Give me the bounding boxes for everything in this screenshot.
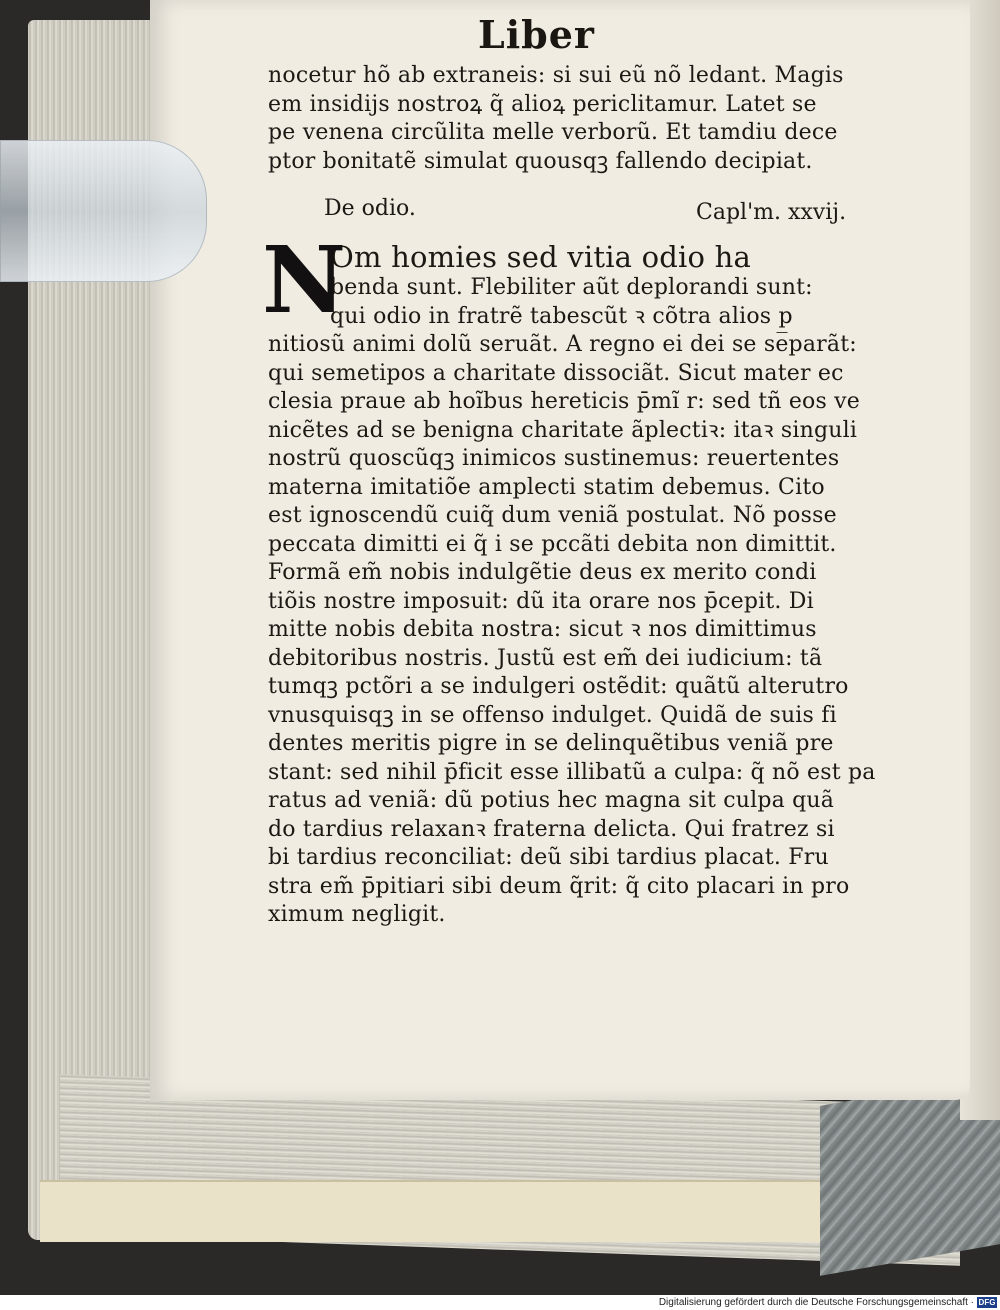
- chapter-title: De odio.: [324, 196, 416, 221]
- text-line: qui semetipos a charitate dissociãt. Sicut mater ec: [268, 360, 844, 386]
- footer-credit: Digitalisierung gefördert durch die Deutsche Forschungsgemeinschaft ·: [658, 1297, 974, 1308]
- text-line: nocetur hõ ab extraneis: si sui eũ nõ ledant. Magis: [268, 63, 844, 88]
- text-line: ratus ad veniã: dũ potius hec magna sit culpa quã: [268, 788, 835, 813]
- text-line: qui odio in fratrẽ tabescũt ꝛ cõtra alios p̲: [330, 303, 793, 329]
- text-line: nicẽtes ad se benigna charitate ãplectiꝛ: itaꝛ singuli: [268, 417, 858, 443]
- text-line: stra em̃ p̄pitiari sibi deum q̃rit: q̃ cito placari in pro: [268, 873, 850, 899]
- text-line: tiõis nostre imposuit: dũ ita orare nos p̄cepit. Di: [268, 588, 814, 614]
- text-line: em insidijs nostroꝝ q̃ alioꝝ periclitamur. Latet se: [268, 91, 817, 117]
- text-line: ximum negligit.: [268, 902, 446, 927]
- text-line: benda sunt. Flebiliter aũt deplorandi sunt:: [330, 275, 813, 300]
- glass-page-clamp: [0, 140, 207, 282]
- running-head: Liber: [478, 12, 595, 57]
- text-line: pe venena circũlita melle verborũ. Et tamdiu dece: [268, 120, 838, 145]
- dfg-logo-icon: DFG: [978, 1298, 996, 1307]
- text-line: clesia praue ab hoĩbus hereticis p̄mı̃ r: sed tñ eos ve: [268, 389, 861, 414]
- text-line: materna imitatiõe amplecti statim debemus. Cito: [268, 474, 825, 500]
- text-line: mitte nobis debita nostra: sicut ꝛ nos dimittimus: [268, 617, 817, 642]
- book-cover-edge: [40, 1180, 840, 1242]
- page-text: [262, 62, 876, 930]
- text-line: nostrũ quoscũqꝫ inimicos sustinemus: reuertentes: [268, 446, 840, 471]
- text-line: est ignoscendũ cuiq̃ dum veniã postulat. Nõ posse: [268, 503, 837, 528]
- text-line: dentes meritis pigre in se delinquẽtibus veniã pre: [268, 731, 834, 756]
- chapter-heading: [268, 186, 858, 240]
- text-line: vnusquisqꝫ in se offenso indulget. Quidã de suis fi: [268, 702, 837, 728]
- text-line: tumqꝫ pctõri a se indulgeri ostẽdit: quãtũ alterutro: [268, 674, 849, 699]
- decorated-initial: N: [262, 226, 347, 334]
- text-line: nitiosũ animi dolũ seruãt. A regno ei dei se separãt:: [268, 332, 857, 357]
- text-line: debitoribus nostris. Justũ est em̃ dei iudicium: tã: [268, 645, 823, 671]
- chapter-body: [262, 226, 876, 930]
- text-line: bi tardius reconciliat: deũ sibi tardius placat. Fru: [268, 845, 829, 870]
- text-line: ptor bonitatẽ simulat quousqꝫ fallendo decipiat.: [268, 148, 813, 174]
- chapter-number: Capl'm. xxvij.: [696, 200, 847, 225]
- text-line: do tardius relaxanꝛ fraterna delicta. Qui fratrez si: [268, 816, 835, 842]
- text-line: peccata dimitti ei q̃ i se pccãti debita non dimittit.: [268, 531, 837, 557]
- text-line: Formã em̃ nobis indulgẽtie deus ex merito condi: [268, 560, 817, 585]
- text-line: Om homies sed vitia odio ha: [330, 240, 751, 274]
- text-line: stant: sed nihil p̄ficit esse illibatũ a culpa: q̃ nõ est pa: [268, 759, 876, 785]
